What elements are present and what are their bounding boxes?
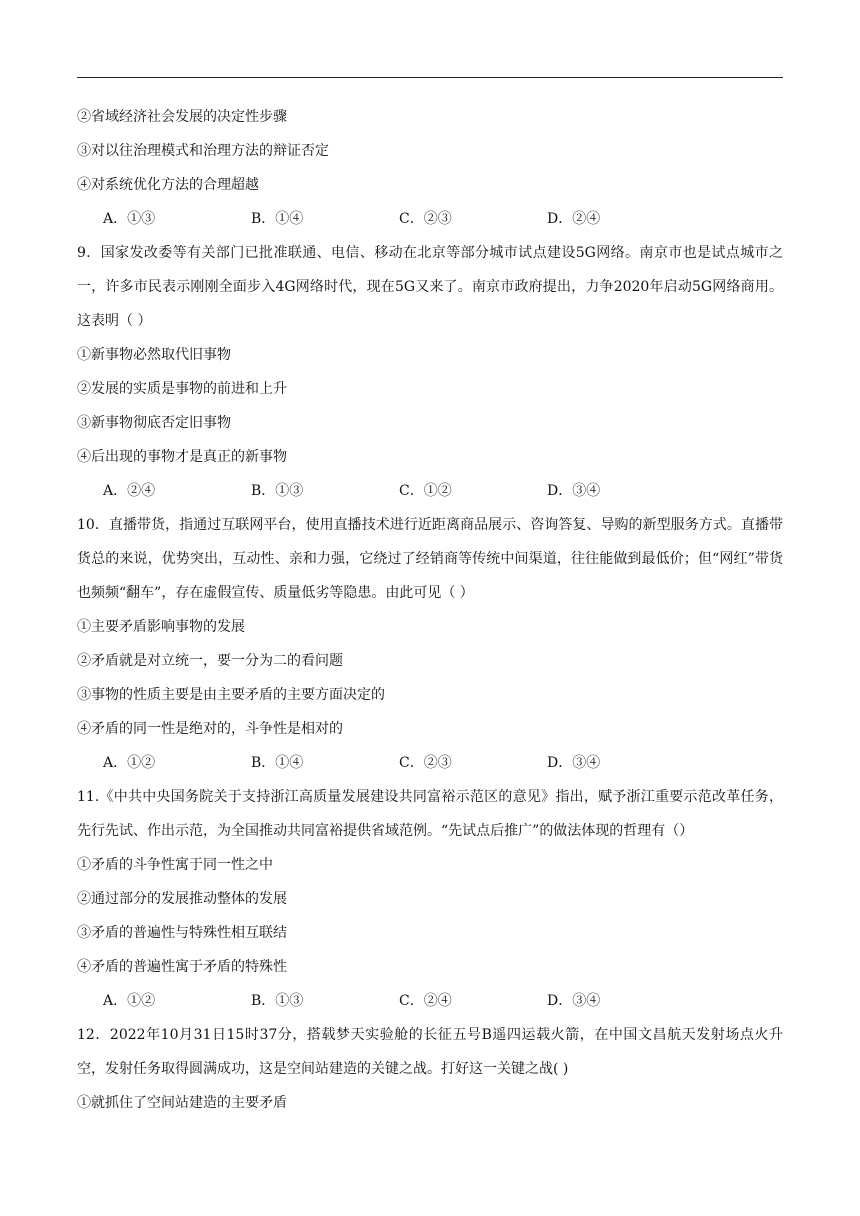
answer-options	[77, 202, 783, 236]
question-stem: 11.《中共中央国务院关于支持浙江高质量发展建设共同富裕示范区的意见》指出，赋予浙江重要示范改革任务，先行先试、作出示范，为全国推动共同富裕提供省域范例。“先试点后推广”的做法体现的哲理有（）	[77, 789, 783, 839]
choice-item: ①就抓住了空间站建造的主要矛盾	[77, 1095, 287, 1111]
choice-item: ②省域经济社会发展的决定性步骤	[77, 109, 287, 125]
header-rule	[77, 77, 783, 78]
choice-item: ②通过部分的发展推动整体的发展	[77, 891, 287, 907]
prev-question	[77, 100, 783, 236]
answer-options	[77, 984, 783, 1018]
option-b: B．①③	[251, 483, 304, 499]
option-a: A．②④	[103, 483, 156, 499]
question-stem: 9．国家发改委等有关部门已批准联通、电信、移动在北京等部分城市试点建设5G网络。南京市也是试点城市之一，许多市民表示刚刚全面步入4G网络时代，现在5G又来了。南京市政府提出，力争2020年启动5G网络商用。这表明（ ）	[77, 245, 783, 329]
choice-item: ②发展的实质是事物的前进和上升	[77, 381, 287, 397]
choice-item: ③对以往治理模式和治理方法的辩证否定	[77, 143, 329, 159]
choice-item: ②矛盾就是对立统一，要一分为二的看问题	[77, 653, 343, 669]
answer-options	[77, 474, 783, 508]
option-c: C．②③	[399, 211, 452, 227]
exam-page	[77, 100, 783, 1120]
option-b: B．①④	[251, 211, 304, 227]
option-b: B．①③	[251, 993, 304, 1009]
option-d: D．③④	[547, 483, 601, 499]
option-d: D．③④	[547, 755, 601, 771]
option-c: C．②④	[399, 993, 452, 1009]
answer-options	[77, 746, 783, 780]
choice-item: ①主要矛盾影响事物的发展	[77, 619, 245, 635]
question-12	[77, 1018, 783, 1120]
question-9	[77, 236, 783, 508]
choice-item: ④后出现的事物才是真正的新事物	[77, 449, 287, 465]
choice-item: ④矛盾的普遍性寓于矛盾的特殊性	[77, 959, 287, 975]
question-stem: 12．2022年10月31日15时37分，搭载梦天实验舱的长征五号B遥四运载火箭，在中国文昌航天发射场点火升空，发射任务取得圆满成功，这是空间站建造的关键之战。打好这一关键之战( )	[77, 1027, 783, 1077]
choice-item: ④矛盾的同一性是绝对的，斗争性是相对的	[77, 721, 343, 737]
question-11	[77, 780, 783, 1018]
question-stem: 10．直播带货，指通过互联网平台，使用直播技术进行近距离商品展示、咨询答复、导购的新型服务方式。直播带货总的来说，优势突出，互动性、亲和力强，它绕过了经销商等传统中间渠道，往往能做到最低价；但“网红”带货也频频“翻车”，存在虚假宣传、质量低劣等隐患。由此可见（ ）	[77, 517, 783, 601]
choice-item: ①新事物必然取代旧事物	[77, 347, 231, 363]
option-c: C．①②	[399, 483, 452, 499]
option-d: D．②④	[547, 211, 601, 227]
option-a: A．①③	[103, 211, 156, 227]
option-a: A．①②	[103, 755, 156, 771]
option-b: B．①④	[251, 755, 304, 771]
question-10	[77, 508, 783, 780]
option-a: A．①②	[103, 993, 156, 1009]
choice-item: ③新事物彻底否定旧事物	[77, 415, 231, 431]
choice-item: ③事物的性质主要是由主要矛盾的主要方面决定的	[77, 687, 385, 703]
choice-item: ①矛盾的斗争性寓于同一性之中	[77, 857, 273, 873]
choice-item: ④对系统优化方法的合理超越	[77, 177, 259, 193]
option-d: D．③④	[547, 993, 601, 1009]
option-c: C．②③	[399, 755, 452, 771]
choice-item: ③矛盾的普遍性与特殊性相互联结	[77, 925, 287, 941]
